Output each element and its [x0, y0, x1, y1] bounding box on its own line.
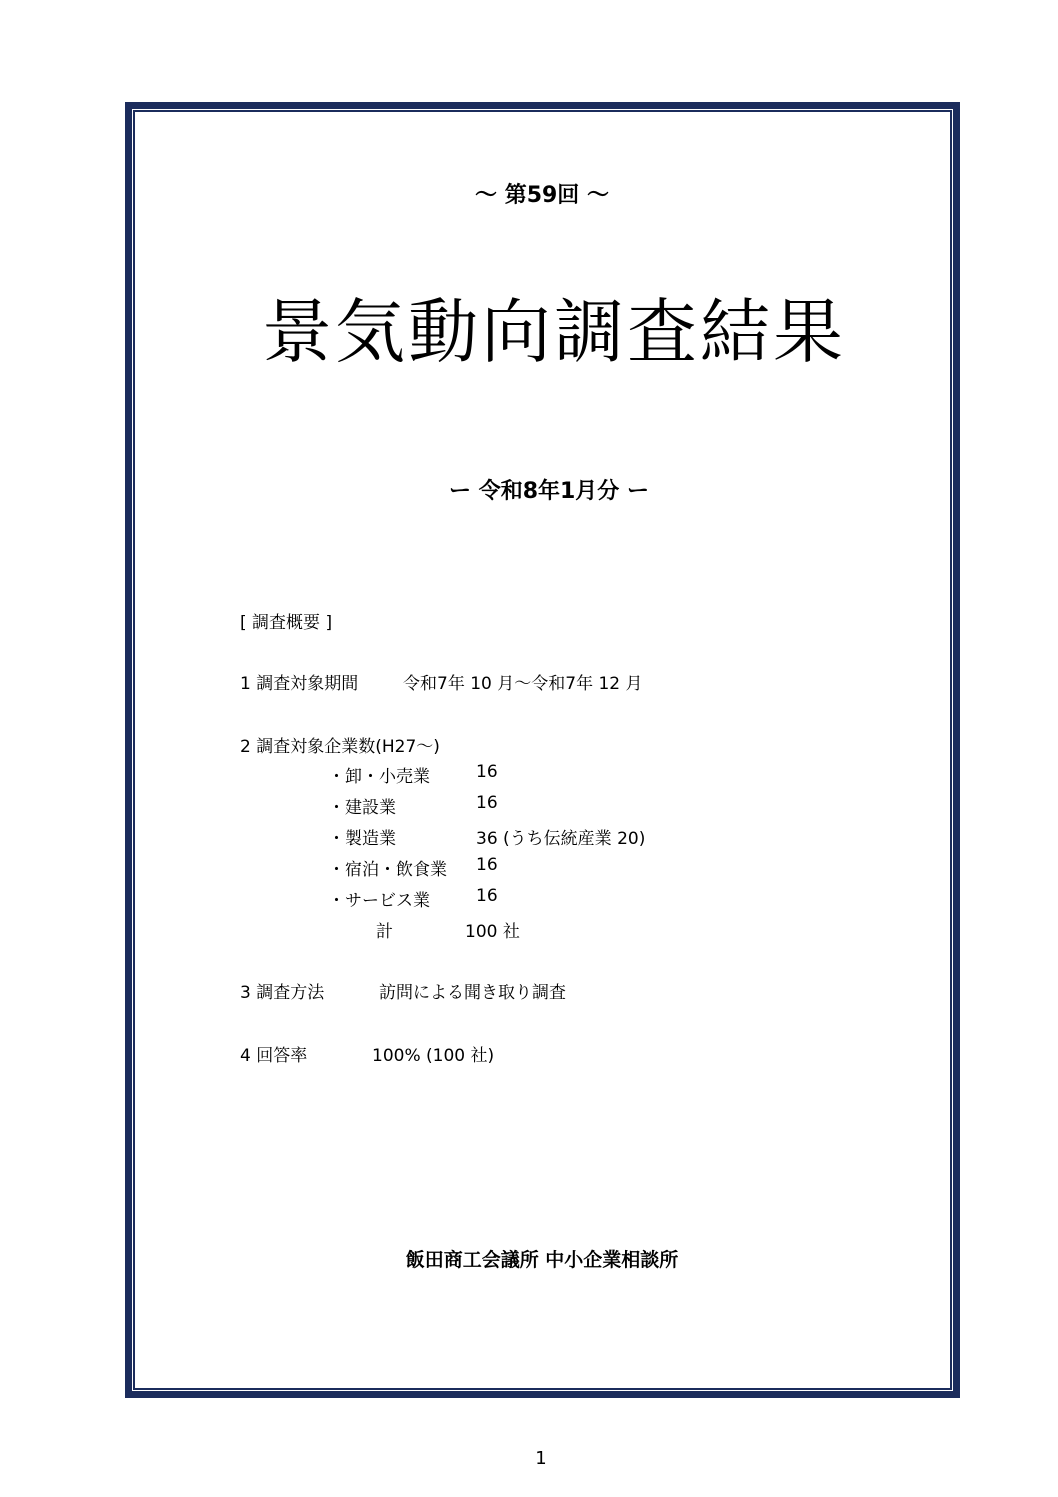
organization-name: 飯田商工会議所 中小企業相談所: [405, 1249, 679, 1271]
industry-count: 16: [476, 886, 498, 906]
industry-name: ・サービス業: [328, 891, 430, 911]
industry-count: 36 (うち伝統産業 20): [476, 829, 646, 849]
industry-name: ・建設業: [328, 798, 396, 818]
industry-count: 16: [476, 855, 498, 875]
company-count-label: 2 調査対象企業数(H27～): [240, 737, 440, 757]
report-period: ー 令和8年1月分 ー: [449, 479, 649, 504]
total-label: 計: [376, 922, 393, 942]
edition-number: ～ 第59回 ～: [475, 183, 609, 208]
industry-count: 16: [476, 793, 498, 813]
industry-name: ・卸・小売業: [328, 767, 430, 787]
response-rate-value: 100% (100 社): [372, 1046, 495, 1066]
industry-name: ・宿泊・飲食業: [328, 860, 447, 880]
survey-period-value: 令和7年 10 月～令和7年 12 月: [403, 674, 643, 694]
page-number: 1: [535, 1448, 547, 1469]
survey-period-label: 1 調査対象期間: [240, 674, 359, 694]
industry-name: ・製造業: [328, 829, 396, 849]
response-rate-label: 4 回答率: [240, 1046, 308, 1066]
industry-count: 16: [476, 762, 498, 782]
survey-method-value: 訪問による聞き取り調査: [379, 983, 566, 1003]
overview-heading: [ 調査概要 ]: [240, 613, 333, 633]
total-value: 100 社: [465, 922, 520, 942]
page-title: 景気動向調査結果: [262, 291, 846, 373]
survey-method-label: 3 調査方法: [240, 983, 325, 1003]
